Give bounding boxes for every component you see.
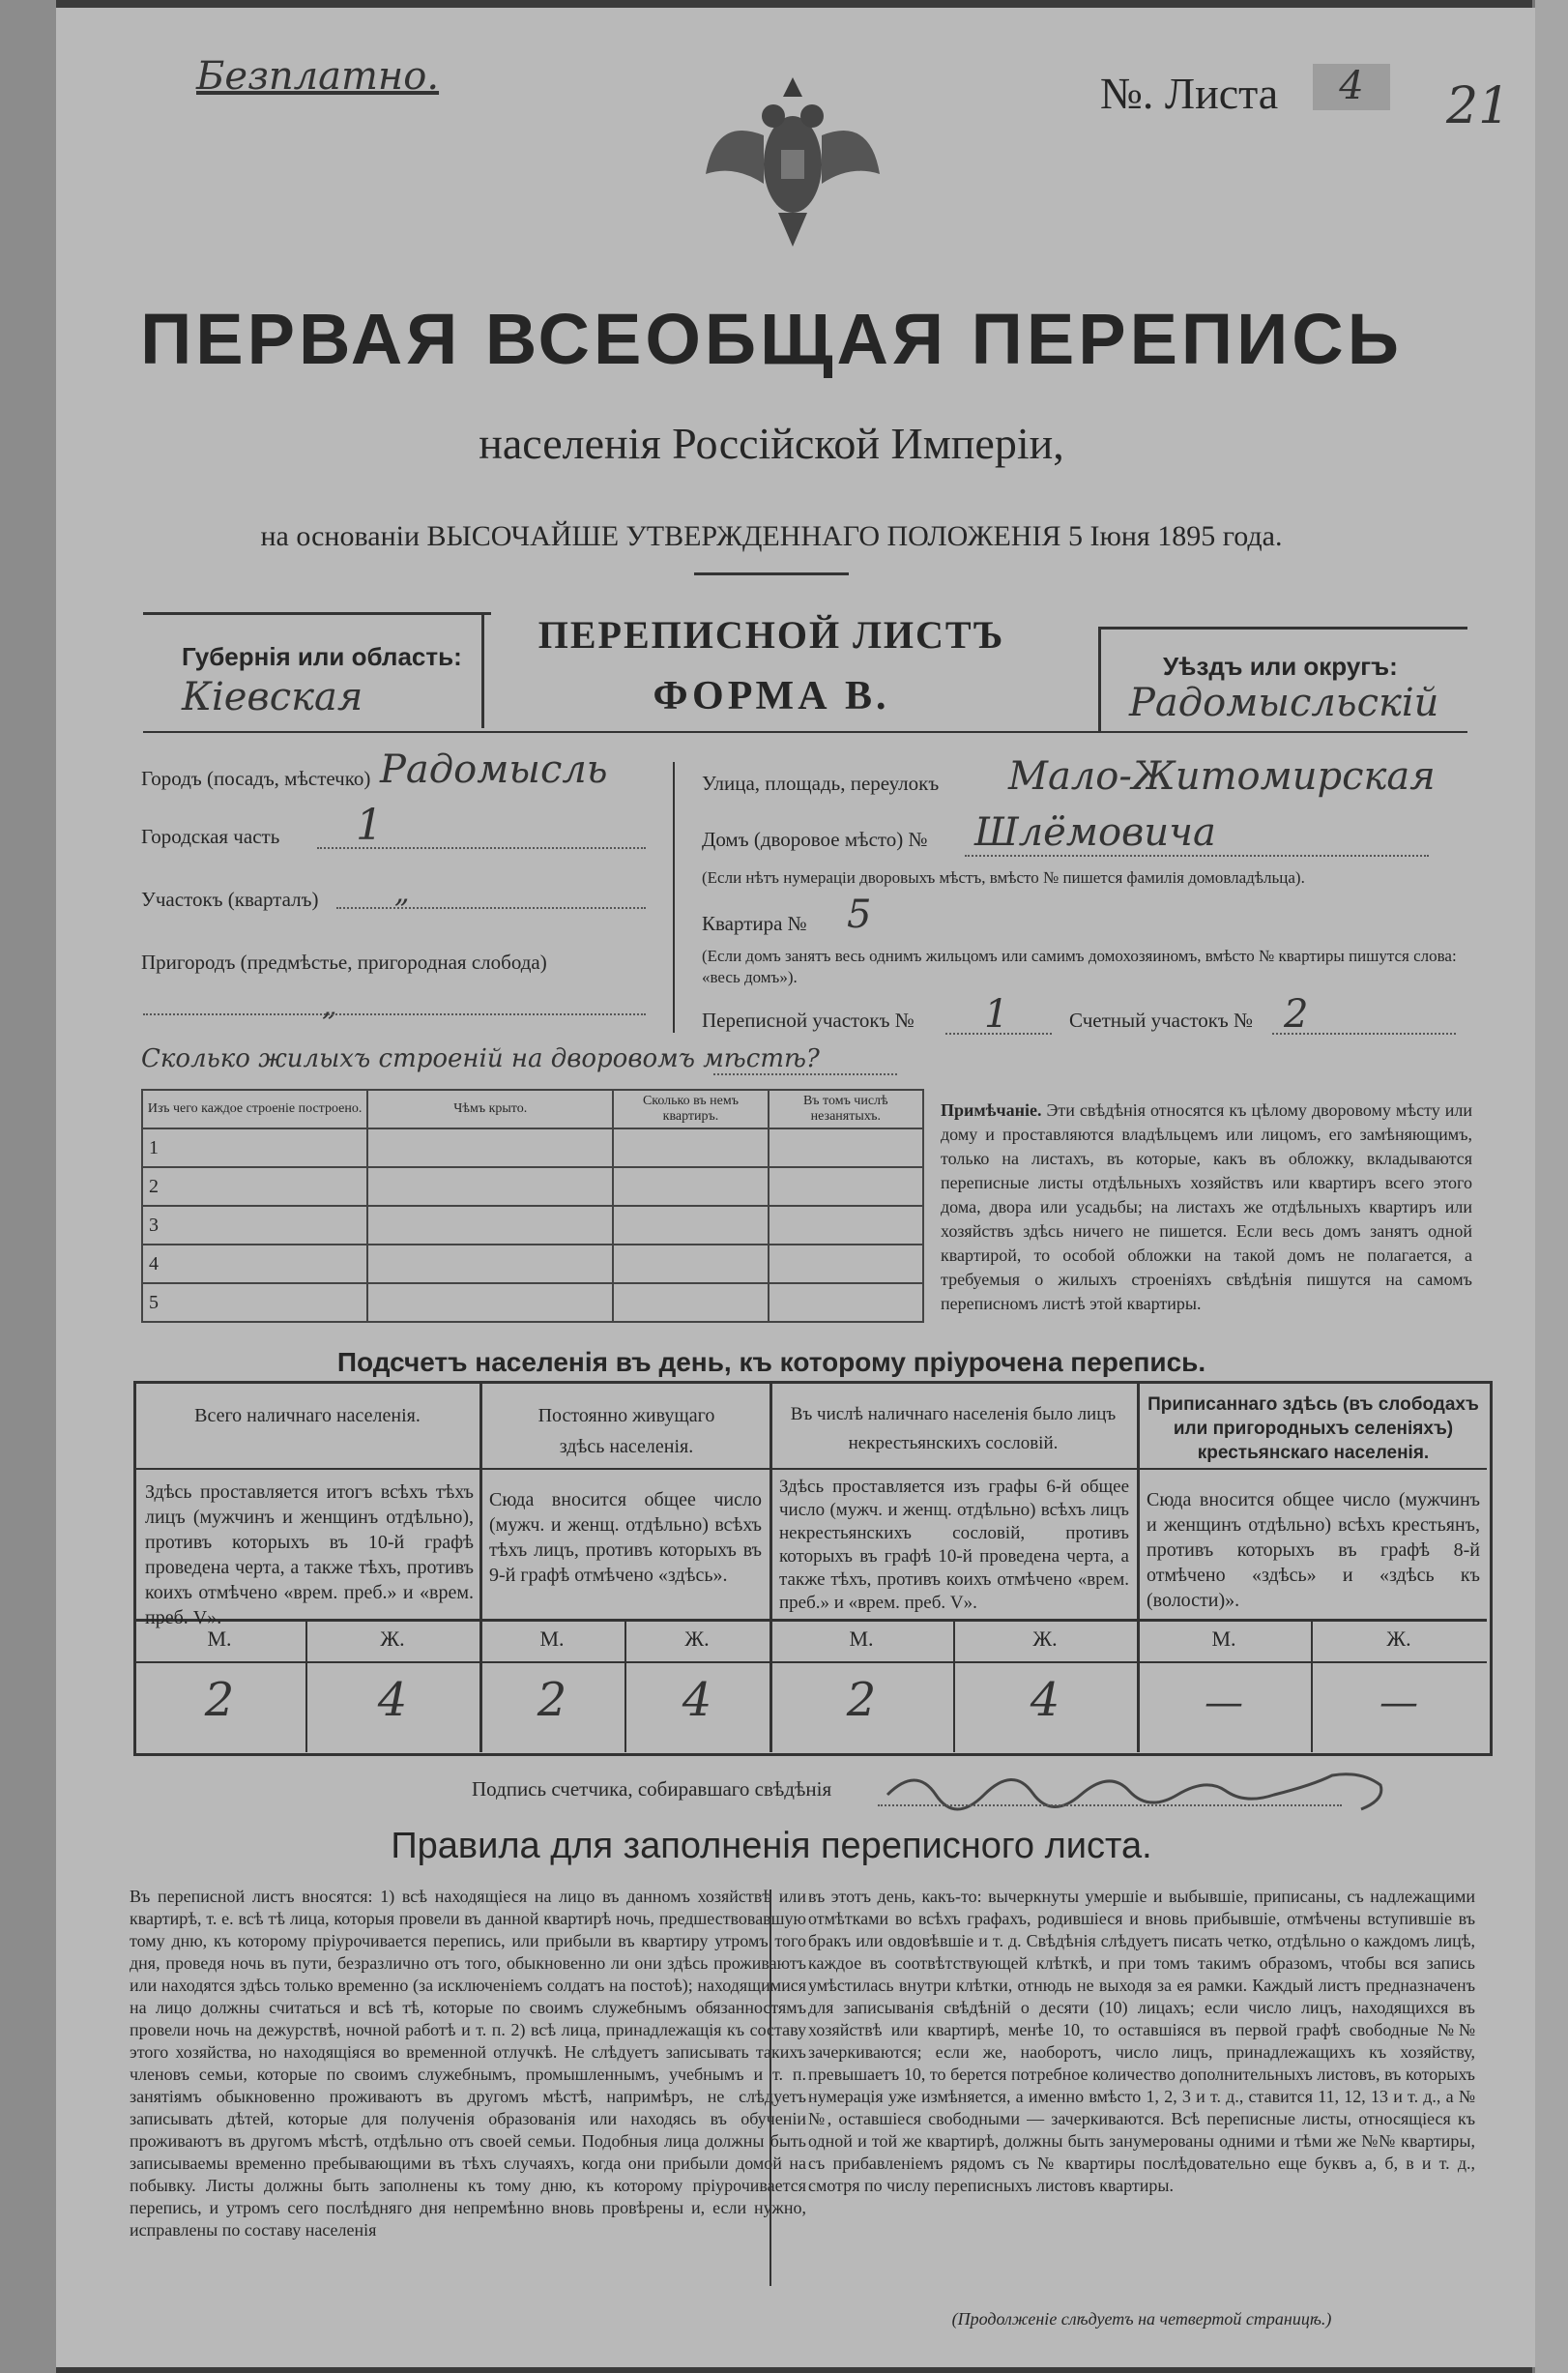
buildings-table: [141, 1089, 924, 1323]
census-district-label: Переписной участокъ №: [702, 1009, 915, 1032]
table-row: 2: [142, 1167, 367, 1206]
table-row: 3: [142, 1206, 367, 1245]
apartment-value: 5: [847, 893, 872, 937]
apartment-note: (Если домъ занятъ весь однимъ жильцомъ или самимъ домохозяиномъ, вмѣсто № квартиры пишутся слова: «весь домъ»).: [702, 947, 1457, 986]
buildings-header: Чѣмъ крыто.: [367, 1090, 613, 1128]
buildings-header: Сколько въ немъ квартиръ.: [613, 1090, 768, 1128]
tally-f-label: Ж.: [1032, 1626, 1058, 1651]
form-title: ПЕРЕПИСНОЙ ЛИСТЪ: [537, 613, 1005, 657]
table-row: 5: [142, 1283, 367, 1322]
tally-title: Подсчетъ населенія въ день, къ которому пріурочена перепись.: [336, 1347, 1206, 1377]
tally-f-label: Ж.: [380, 1626, 405, 1651]
tally-col2-f: 4: [682, 1673, 712, 1727]
tally-col4-head: Приписаннаго здѣсь (въ слободахъ или пригородныхъ селеніяхъ) крестьянскаго населенія.: [1147, 1394, 1479, 1463]
census-sheet: [56, 8, 1535, 2367]
city-label: Городъ (посадъ, мѣстечко): [141, 767, 371, 790]
page-title: ПЕРВАЯ ВСЕОБЩАЯ ПЕРЕПИСЬ: [140, 299, 1403, 379]
tally-col1-f: 4: [377, 1673, 408, 1727]
tally-col1-m: 2: [204, 1673, 235, 1727]
right-page-edge: [1532, 0, 1568, 2373]
count-district-label: Счетный участокъ №: [1069, 1009, 1254, 1032]
buildings-note: [941, 1099, 1472, 1316]
part-label: Городская часть: [141, 825, 280, 848]
census-district-value: 1: [984, 992, 1009, 1037]
tally-col2-head: Постоянно живущаго здѣсь населенія.: [537, 1405, 715, 1457]
left-page-edge: [0, 0, 56, 2373]
rules-left-column: Въ переписной листъ вносятся: 1) всѣ находящіеся на лицо въ данномъ хозяйствѣ или квартирѣ, т. е. всѣ тѣ лица, которыя провели въ данной квартирѣ ночь, предшествовавшую тому дню, къ которому пріурочивается перепись, или прибыли въ квартиру утромъ того дня, проведя ночь въ пути, безразлично отъ того, обыкновенно ли они здѣсь проживаютъ или находятся здѣсь только временно (за исключеніемъ солдатъ на постоѣ); находящимися на лицо должны считаться и всѣ тѣ, которые по своимъ служебнымъ обязанностямъ провели ночь на дежурствѣ, ночной работѣ и т. п. 2) всѣ лица, принадлежащія къ составу этого хозяйства, но находящіяся во временной отлучкѣ. Не слѣдуетъ записывать такихъ членовъ семьи, которые по своимъ служебнымъ, промышленнымъ, учебнымъ и т. п. занятіямъ обыкновенно проживаютъ въ другомъ мѣстѣ, напримѣръ, не слѣдуетъ записывать дѣтей, которые для полученія образованія или находясь въ обученіи проживаютъ въ другомъ мѣстѣ, отдѣльно отъ своей семьи. Подобныя лица должны быть записываемы временно пребывающими въ тѣхъ случаяхъ, когда они прибыли домой на побывку. Листы должны быть заполнены къ тому дню, къ которому пріурочивается перепись, и утромъ сего послѣдняго дня непремѣнно вновь провѣрены и, если нужно, исправлены по составу населенія: [130, 1887, 806, 2240]
district-label: Участокъ (кварталъ): [141, 888, 319, 911]
sheet-number-value: 4: [1313, 64, 1390, 110]
uezd-label: Уѣздъ или округъ:: [1163, 652, 1398, 681]
buildings-question: Сколько жилыхъ строеній на дворовомъ мѣстѣ?: [141, 1044, 820, 1073]
count-district-value: 2: [1284, 992, 1309, 1037]
tally-col4-desc: Сюда вносится общее число (мужчинъ и женщинъ отдѣльно) всѣхъ крестьянъ, противъ которыхъ въ графѣ 8-й отмѣчено «здѣсь» и «здѣсь къ (волости)».: [1147, 1489, 1480, 1611]
buildings-header: Въ томъ числѣ незанятыхъ.: [769, 1090, 923, 1128]
tally-col4-f: —: [1379, 1681, 1418, 1725]
page-subtitle: населенія Россійской Имперіи,: [479, 419, 1064, 468]
signature-label: Подпись счетчика, собиравшаго свѣдѣнія: [472, 1777, 832, 1801]
tally-m-label: М.: [1211, 1626, 1236, 1651]
house-note: (Если нѣтъ нумераціи дворовыхъ мѣстъ, вмѣсто № пишется фамилія домовладѣльца).: [702, 868, 1305, 887]
note-text: Эти свѣдѣнія относятся къ цѣлому дворовому мѣсту или дому и проставляются владѣльцемъ или лицомъ, его замѣняющимъ, только на листахъ, въ которые, какъ въ обложку, вкладываются переписные листы отдѣльныхъ хозяйствъ или квартиръ всего этого дома, двора или усадьбы; на листахъ же отдѣльныхъ квартиръ или хозяйствъ здѣсь ничего не пишется. Если весь домъ занятъ одной квартирой, то особой обложки на такой домъ не полагается, а требуемыя о жилыхъ строеніяхъ свѣдѣнія пишутся на самомъ переписномъ листѣ этой квартиры.: [941, 1100, 1472, 1313]
tally-col4-m: —: [1205, 1681, 1243, 1725]
rules-continued: (Продолженіе слѣдуетъ на четвертой страницѣ.): [951, 2309, 1332, 2329]
tally-f-label: Ж.: [1386, 1626, 1411, 1651]
part-value: 1: [356, 801, 383, 850]
guberniya-label: Губернія или область:: [182, 642, 462, 671]
table-row: 4: [142, 1245, 367, 1283]
tally-col1-desc: Здѣсь проставляется итогъ всѣхъ тѣхъ лицъ (мужчинъ и женщинъ отдѣльно), противъ которыхъ въ 10-й графѣ проведена черта, а также тѣхъ, противъ коихъ отмѣчено «врем. преб.» и «врем. преб. V».: [145, 1481, 474, 1628]
guberniya-value: Кіевская: [182, 675, 363, 719]
tally-m-label: М.: [849, 1626, 874, 1651]
corner-page-number: 21: [1446, 77, 1511, 135]
tally-col2-desc: Сюда вносится общее число (мужч. и женщ. отдѣльно) всѣхъ тѣхъ лицъ, противъ которыхъ въ 9-й графѣ отмѣчено «здѣсь».: [489, 1489, 762, 1586]
tally-col3-head: Въ числѣ наличнаго населенія было лицъ некрестьянскихъ сословій.: [790, 1404, 1117, 1453]
rules-title: Правила для заполненія переписного листа.: [391, 1826, 1152, 1866]
tally-m-label: М.: [539, 1626, 565, 1651]
tally-col2-m: 2: [537, 1673, 567, 1727]
form-name: ФОРМА В.: [653, 674, 890, 718]
tally-col3-desc: Здѣсь проставляется изъ графы 6-й общее число (мужч. и женщ. отдѣльно) всѣхъ лицъ некрестьянскихъ сословій, противъ которыхъ въ графѣ 10-й проведена черта, а также тѣхъ, противъ коихъ отмѣчено «врем. преб.» и «врем. преб. V».: [779, 1477, 1129, 1613]
tally-m-label: М.: [207, 1626, 232, 1651]
legal-basis: на основаніи ВЫСОЧАЙШЕ УТВЕРЖДЕННАГО ПОЛОЖЕНІЯ 5 Іюня 1895 года.: [260, 520, 1283, 552]
street-label: Улица, площадь, переулокъ: [702, 772, 940, 795]
table-row: 1: [142, 1128, 367, 1167]
tally-col3-f: 4: [1030, 1673, 1060, 1727]
house-value: Шлёмовича: [974, 810, 1216, 855]
suburb-value: „: [322, 989, 337, 1023]
street-value: Мало-Житомирская: [1008, 754, 1436, 799]
tally-col1-head: Всего наличнаго населенія.: [194, 1405, 421, 1426]
sheet-number-label: №. Листа: [1100, 69, 1279, 118]
eagle-emblem: [696, 58, 889, 251]
suburb-label: Пригородъ (предмѣстье, пригородная слобода): [141, 951, 547, 974]
uezd-value: Радомысльскій: [1129, 681, 1439, 725]
rules-right-column: въ этотъ день, какъ-то: вычеркнуты умершіе и выбывшіе, приписаны, съ надлежащими отмѣтками во всѣхъ графахъ, родившіеся и вновь прибывшіе, отмѣчены вступившіе въ бракъ или овдовѣвшіе и т. д. Свѣдѣнія слѣдуетъ писать четко, отдѣльно о каждомъ лицѣ, каждое въ соотвѣтствующей клѣткѣ, и при томъ такимъ образомъ, чтобы вся запись умѣстилась внутри клѣтки, отнюдь не выходя за ея рамки. Каждый листъ предназначенъ для записыванія свѣдѣній о десяти (10) лицахъ; если число лицъ, находящихся въ хозяйствѣ или квартирѣ, менѣе 10, то оставшіяся въ первой графѣ свободные №№ зачеркиваются; если же, наоборотъ, число лицъ, принадлежащихъ къ хозяйству, превышаетъ 10, то берется потребное количество дополнительныхъ листовъ, въ которыхъ нумерація уже измѣняется, а именно вмѣсто 1, 2, 3 и т. д., ставится 11, 12, 13 и т. д., а №№, оставшіеся свободными — зачеркиваются. Всѣ переписные листы, относящіеся къ одной и той же квартирѣ, должны быть занумерованы одними и тѣми же №№ квартиры, съ прибавленіемъ рядомъ съ № квартиры послѣдовательно еще буквъ а, б, в и т. д., смотря по числу переписныхъ листовъ квартиры.: [808, 1887, 1475, 2195]
buildings-header: Изъ чего каждое строеніе построено.: [142, 1090, 367, 1128]
house-label: Домъ (дворовое мѣсто) №: [702, 828, 928, 851]
apartment-label: Квартира №: [702, 912, 807, 935]
district-value: „: [394, 876, 410, 910]
city-value: Радомысль: [380, 747, 608, 792]
note-title: Примѣчаніе.: [941, 1100, 1042, 1120]
tally-col3-m: 2: [846, 1673, 877, 1727]
free-label: Безплатно.: [196, 54, 440, 99]
tally-f-label: Ж.: [684, 1626, 710, 1651]
